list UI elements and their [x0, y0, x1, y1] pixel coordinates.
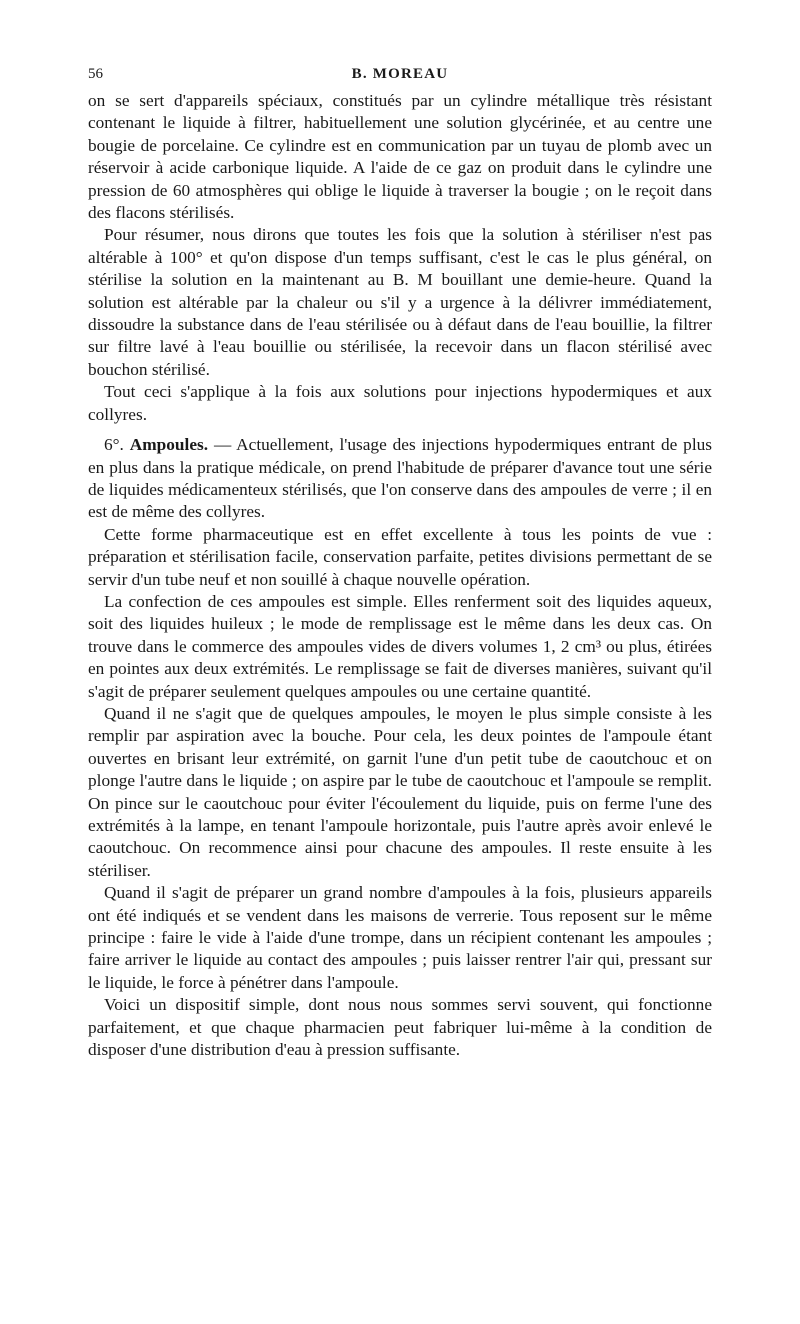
book-page [88, 64, 712, 1061]
section-lead-text: — Actuellement, l'usage des injections hypodermiques entrant de plus en plus dans la pratique médicale, on prend l'habitude de préparer d'avance tout une série de liquides médicamenteux stérilisés, que l'on conserve dans des ampoules de verre ; il en est de même des collyres. [88, 435, 712, 522]
paragraph: Pour résumer, nous dirons que toutes les fois que la solution à stériliser n'est pas altérable à 100° et qu'on dispose d'un temps suffisant, c'est le cas le plus général, on stérilise la solution en la maintenant au B. M bouillant une demie-heure. Quand la solution est altérable par la chaleur ou s'il y a urgence à la délivrer immédiatement, dissoudre la substance dans de l'eau stérilisée ou à défaut dans de l'eau bouillie, la filtrer sur filtre lavé à l'eau bouillie ou stérilisée, la recevoir dans un flacon stérilisé avec bouchon stérilisé. [88, 225, 712, 379]
page-header [88, 64, 712, 90]
paragraph: Quand il ne s'agit que de quelques ampoules, le moyen le plus simple consiste à les remplir par aspiration avec la bouche. Pour cela, les deux pointes de l'ampoule étant ouvertes en brisant leur extrémité, on garnit l'une d'un petit tube de caoutchouc et on plonge l'autre dans le liquide ; on aspire par le tube de caoutchouc et l'ampoule se remplit. On pince sur le caoutchouc pour éviter l'écoulement du liquide, puis on ferme l'une des extrémités à la lampe, en tenant l'ampoule horizontale, puis l'autre après avoir enlevé le caoutchouc. On recommence ainsi pour chacune des ampoules. Il reste ensuite à les stériliser. [88, 703, 712, 880]
section-paragraph [88, 434, 712, 524]
section-title: Ampoules. [129, 435, 209, 455]
section-number: 6°. [104, 435, 124, 455]
paragraph: Tout ceci s'applique à la fois aux solutions pour injections hypodermiques et aux collyres. [88, 382, 712, 424]
page-number: 56 [88, 66, 103, 82]
paragraph: La confection de ces ampoules est simple. Elles renferment soit des liquides aqueux, soit des liquides huileux ; le mode de remplissage est le même dans les deux cas. On trouve dans le commerce des ampoules vides de divers volumes 1, 2 cm³ ou plus, étirées en pointes aux deux extrémités. Le remplissage se fait de diverses manières, suivant qu'il s'agit de préparer seulement quelques ampoules ou une certaine quantité. [88, 591, 712, 701]
paragraph: Quand il s'agit de préparer un grand nombre d'ampoules à la fois, plusieurs appareils ont été indiqués et se vendent dans les maisons de verrerie. Tous reposent sur le même principe : faire le vide à l'aide d'une trompe, dans un récipient contenant les ampoules ; faire arriver le liquide au contact des ampoules ; puis laisser rentrer l'air qui, pressant sur le liquide, le force à pénétrer dans l'ampoule. [88, 883, 712, 992]
running-head: B. MOREAU [351, 66, 449, 82]
paragraph: on se sert d'appareils spéciaux, constitués par un cylindre métallique très résistant contenant le liquide à filtrer, habituellement une solution glycérinée, et au centre une bougie de porcelaine. Ce cylindre est en communication par un tuyau de plomb avec un réservoir à acide carbonique liquide. A l'aide de ce gaz on produit dans le cylindre une pression de 60 atmosphères qui oblige le liquide à traverser la bougie ; on le reçoit dans des flacons stérilisés. [88, 91, 712, 223]
paragraph: Cette forme pharmaceutique est en effet excellente à tous les points de vue : préparation et stérilisation facile, conservation parfaite, petites divisions permettant de se servir d'un tube neuf et non souillé à chaque nouvelle opération. [88, 524, 712, 589]
paragraph: Voici un dispositif simple, dont nous nous sommes servi souvent, qui fonctionne parfaitement, et que chaque pharmacien peut fabriquer lui-même à la condition de disposer d'une distribution d'eau à pression suffisante. [88, 995, 712, 1060]
body-text [88, 90, 712, 1061]
